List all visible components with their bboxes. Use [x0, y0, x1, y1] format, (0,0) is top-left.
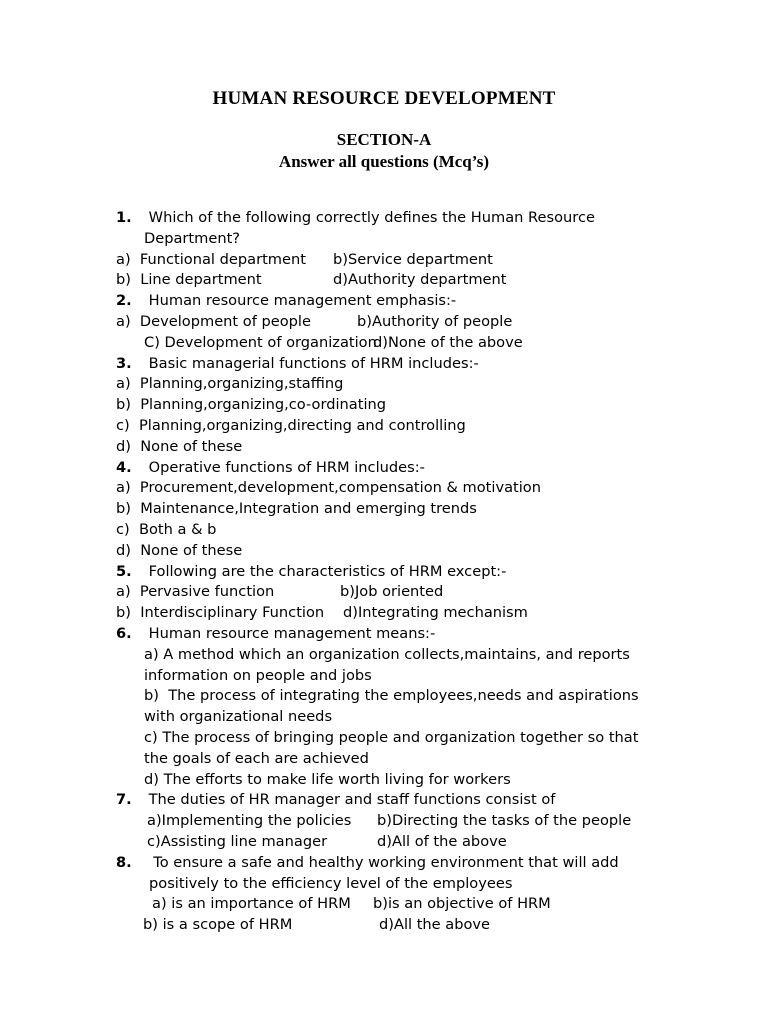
option-a: a) Pervasive function: [116, 583, 275, 601]
options-row: [116, 603, 756, 624]
option-c: c) Planning,organizing,directing and controlling: [116, 416, 466, 434]
options-row: [116, 832, 756, 853]
option-d: d)None of the above: [373, 333, 523, 351]
question-2: [116, 291, 756, 312]
option-a: a) A method which an organization collects,maintains, and reports: [144, 645, 630, 663]
question-number: 4.: [116, 458, 132, 476]
option-b: b)is an objective of HRM: [373, 895, 551, 913]
option-a: a) is an importance of HRM: [152, 895, 351, 913]
document-title: HUMAN RESOURCE DEVELOPMENT: [212, 88, 556, 109]
question-number: 3.: [116, 354, 132, 372]
option-c: c) Both a & b: [116, 520, 217, 538]
option-d: d)Authority department: [333, 271, 507, 289]
question-text: The duties of HR manager and staff functions consist of: [144, 791, 556, 809]
instruction-text: Answer all questions (Mcq’s): [278, 152, 490, 171]
option-d: d)All of the above: [377, 832, 507, 850]
option-d: d) None of these: [116, 541, 243, 559]
option-c: c) The process of bringing people and organization together so that: [144, 728, 639, 746]
question-text: Following are the characteristics of HRM except:-: [144, 562, 507, 580]
option-d: d)All the above: [379, 916, 491, 934]
option-c: b) Interdisciplinary Function: [116, 604, 325, 622]
question-text: Human resource management emphasis:-: [144, 292, 457, 310]
question-text: Operative functions of HRM includes:-: [144, 458, 425, 476]
question-number: 6.: [116, 624, 132, 642]
option-b: b) The process of integrating the employees,needs and aspirations: [144, 687, 639, 705]
option-c: c)Assisting line manager: [147, 832, 328, 850]
question-7: [116, 790, 756, 811]
option-c: C) Development of organization: [144, 333, 377, 351]
question-number: 8.: [116, 853, 132, 871]
question-3: [116, 354, 756, 375]
section-heading: SECTION-A: [336, 130, 432, 149]
option-b: b)Directing the tasks of the people: [377, 812, 632, 830]
options-row: [116, 250, 756, 271]
option-c: b) is a scope of HRM: [143, 916, 293, 934]
question-8: [116, 853, 756, 874]
option-b: b) Maintenance,Integration and emerging trends: [116, 500, 477, 518]
option-b-continued: with organizational needs: [144, 708, 333, 726]
option-b: b)Job oriented: [340, 583, 444, 601]
option-d: d) The efforts to make life worth living for workers: [144, 770, 511, 788]
question-6: [116, 624, 756, 645]
options-row: [116, 582, 756, 603]
question-text: Human resource management means:-: [144, 624, 436, 642]
option-c: b) Line department: [116, 271, 262, 289]
option-c-continued: the goals of each are achieved: [144, 749, 369, 767]
option-b: b)Authority of people: [357, 312, 513, 330]
options-row: [116, 312, 756, 333]
options-row: [116, 270, 756, 291]
option-a-continued: information on people and jobs: [144, 666, 372, 684]
question-1: [116, 208, 756, 229]
option-a: a) Development of people: [116, 312, 311, 330]
option-b: b)Service department: [333, 250, 493, 268]
question-1-continued: Department?: [144, 229, 241, 247]
option-a: a) Planning,organizing,staffing: [116, 375, 344, 393]
question-text: Which of the following correctly defines the Human Resource: [144, 209, 595, 226]
option-a: a) Functional department: [116, 250, 306, 268]
question-number: 1.: [116, 209, 132, 226]
question-list: [116, 208, 756, 936]
options-row: [116, 894, 756, 915]
question-text: To ensure a safe and healthy working environment that will add: [144, 853, 619, 871]
options-row: [116, 915, 756, 936]
question-number: 2.: [116, 292, 132, 310]
option-d: d) None of these: [116, 437, 243, 455]
question-8-continued: positively to the efficiency level of the employees: [149, 874, 513, 892]
question-4: [116, 458, 756, 479]
options-row: [116, 811, 756, 832]
question-text: Basic managerial functions of HRM includes:-: [144, 354, 479, 372]
question-5: [116, 562, 756, 583]
option-d: d)Integrating mechanism: [343, 604, 528, 622]
option-a: a)Implementing the policies: [147, 812, 352, 830]
question-number: 7.: [116, 791, 132, 809]
question-number: 5.: [116, 562, 132, 580]
option-a: a) Procurement,development,compensation & motivation: [116, 479, 541, 497]
options-row: [116, 333, 756, 354]
option-b: b) Planning,organizing,co-ordinating: [116, 396, 387, 414]
